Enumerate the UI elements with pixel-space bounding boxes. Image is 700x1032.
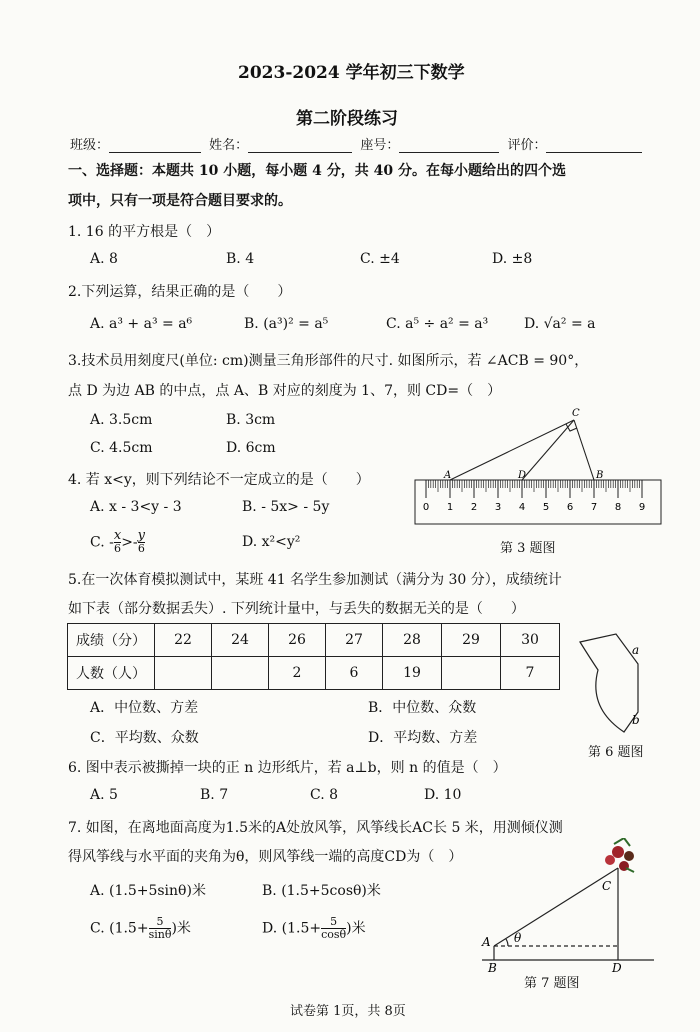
student-info-row bbox=[70, 134, 642, 153]
q7-option-d[interactable] bbox=[262, 916, 366, 941]
ruler-tick-9: 9 bbox=[638, 502, 646, 513]
q7-d-num: 5 bbox=[330, 915, 338, 928]
ruler-tick-1: 1 bbox=[446, 502, 454, 513]
q6-option-c[interactable]: C. 8 bbox=[310, 787, 339, 803]
grade-field[interactable] bbox=[546, 138, 642, 153]
q4-c-frac2 bbox=[138, 530, 145, 555]
q5-option-a[interactable]: A．中位数、方差 bbox=[90, 700, 199, 716]
table-cell: 28 bbox=[383, 624, 442, 657]
q7-c-num: 5 bbox=[156, 915, 164, 928]
q4-c-prefix: C. - bbox=[90, 534, 114, 551]
q1-stem: 1. 16 的平方根是（ ） bbox=[68, 224, 221, 240]
q5-stem-line2: 如下表（部分数据丢失）. 下列统计量中，与丢失的数据无关的是（ ） bbox=[68, 601, 525, 617]
seat-field[interactable] bbox=[399, 138, 499, 153]
q7-label-d: D bbox=[612, 961, 622, 974]
q3-option-d[interactable]: D. 6cm bbox=[226, 440, 276, 456]
table-cell: 19 bbox=[383, 657, 442, 690]
kite-icon bbox=[605, 838, 634, 872]
q6-label-b: b bbox=[632, 713, 640, 727]
q1-option-d[interactable]: D. ±8 bbox=[492, 251, 533, 267]
q7-figure-caption: 第 7 题图 bbox=[524, 976, 580, 991]
q5-option-c[interactable]: C．平均数、众数 bbox=[90, 730, 199, 746]
table-cell: 2 bbox=[269, 657, 326, 690]
seat-label: 座号： bbox=[360, 138, 400, 153]
q7-option-b[interactable]: B. (1.5+5cosθ)米 bbox=[262, 883, 381, 899]
q3-figure bbox=[410, 404, 666, 530]
section-intro-line1: 一、选择题：本题共 10 小题，每小题 4 分，共 40 分。在每小题给出的四个选 bbox=[68, 163, 566, 179]
grade-label: 评价： bbox=[507, 138, 547, 153]
q4-option-c[interactable] bbox=[90, 530, 145, 555]
table-row bbox=[68, 657, 560, 690]
q7-c-post: )米 bbox=[171, 920, 191, 937]
label-a: A bbox=[444, 470, 452, 481]
class-label: 班级： bbox=[70, 138, 110, 153]
q3-option-b[interactable]: B. 3cm bbox=[226, 412, 276, 428]
q4-option-d[interactable]: D. x²<y² bbox=[242, 534, 301, 550]
q2-stem: 2.下列运算，结果正确的是（ ） bbox=[68, 284, 292, 300]
q1-option-b[interactable]: B. 4 bbox=[226, 251, 255, 267]
q6-figure bbox=[576, 630, 656, 738]
ruler-tick-4: 4 bbox=[518, 502, 526, 513]
q7-option-c[interactable] bbox=[90, 916, 191, 941]
table-cell: 27 bbox=[326, 624, 383, 657]
q2-option-a[interactable]: A. a³ + a³ = a⁶ bbox=[90, 316, 193, 332]
q7-stem-line1: 7. 如图，在离地面高度为1.5米的A处放风筝，风筝线长AC长 5 米，用测倾仪测 bbox=[68, 820, 563, 836]
page-footer: 试卷第 1页，共 8页 bbox=[290, 1004, 406, 1019]
q7-label-theta: θ bbox=[514, 931, 522, 945]
label-b: B bbox=[596, 470, 604, 481]
q4-c-num2: y bbox=[137, 528, 146, 543]
ruler-tick-0: 0 bbox=[422, 502, 430, 513]
q6-stem: 6. 图中表示被撕掉一块的正 n 边形纸片，若 a⊥b，则 n 的值是（ ） bbox=[68, 760, 507, 776]
q7-c-frac bbox=[149, 916, 172, 941]
name-field[interactable] bbox=[248, 138, 352, 153]
q4-stem: 4. 若 x<y，则下列结论不一定成立的是（ ） bbox=[68, 472, 370, 488]
section-intro-line2: 项中，只有一项是符合题目要求的。 bbox=[68, 193, 292, 209]
q3-stem-line2: 点 D 为边 AB 的中点，点 A、B 对应的刻度为 1、7，则 CD=（ ） bbox=[68, 383, 502, 399]
ruler-tick-3: 3 bbox=[494, 502, 502, 513]
q7-c-pre: C. (1.5+ bbox=[90, 920, 149, 937]
q6-label-a: a bbox=[632, 643, 640, 657]
q7-label-c: C bbox=[602, 879, 612, 893]
q7-option-a[interactable]: A. (1.5+5sinθ)米 bbox=[90, 883, 206, 899]
table-cell: 22 bbox=[155, 624, 212, 657]
q7-d-pre: D. (1.5+ bbox=[262, 920, 322, 937]
table-cell: 29 bbox=[442, 624, 501, 657]
q6-option-d[interactable]: D. 10 bbox=[424, 787, 462, 803]
q3-option-a[interactable]: A. 3.5cm bbox=[90, 412, 153, 428]
table-cell: 7 bbox=[501, 657, 560, 690]
ruler-tick-7: 7 bbox=[590, 502, 598, 513]
q1-option-c[interactable]: C. ±4 bbox=[360, 251, 400, 267]
table-cell bbox=[212, 657, 269, 690]
q7-label-a: A bbox=[482, 935, 491, 949]
q4-option-b[interactable]: B. - 5x> - 5y bbox=[242, 499, 330, 515]
q3-stem-line1: 3.技术员用刻度尺(单位: cm)测量三角形部件的尺寸. 如图所示，若 ∠ACB = 90°， bbox=[68, 353, 589, 369]
table-cell: 24 bbox=[212, 624, 269, 657]
q7-figure bbox=[478, 838, 658, 974]
q4-c-num1: x bbox=[113, 528, 122, 543]
table-row bbox=[68, 624, 560, 657]
q7-d-den: cosθ bbox=[321, 928, 347, 941]
q3-figure-caption: 第 3 题图 bbox=[500, 541, 556, 556]
q7-d-frac bbox=[321, 916, 346, 941]
q7-label-b: B bbox=[488, 961, 497, 974]
q3-option-c[interactable]: C. 4.5cm bbox=[90, 440, 153, 456]
table-cell bbox=[442, 657, 501, 690]
q7-stem-line2: 得风筝线与水平面的夹角为θ，则风筝线一端的高度CD为（ ） bbox=[68, 849, 463, 865]
table-cell: 30 bbox=[501, 624, 560, 657]
q6-option-a[interactable]: A. 5 bbox=[90, 787, 118, 803]
page-subtitle: 第二阶段练习 bbox=[296, 109, 398, 129]
q5-stem-line1: 5.在一次体育模拟测试中，某班 41 名学生参加测试（满分为 30 分），成绩统计 bbox=[68, 572, 562, 588]
page-title: 2023-2024 学年初三下数学 bbox=[238, 63, 465, 83]
class-field[interactable] bbox=[109, 138, 201, 153]
table-header-count: 人数（人） bbox=[68, 657, 155, 690]
ruler-tick-8: 8 bbox=[614, 502, 622, 513]
q7-d-post: )米 bbox=[346, 920, 366, 937]
q1-option-a[interactable]: A. 8 bbox=[90, 251, 118, 267]
q2-option-d[interactable]: D. √a² = a bbox=[524, 316, 596, 332]
score-table bbox=[67, 623, 560, 690]
ruler-tick-5: 5 bbox=[542, 502, 550, 513]
label-c: C bbox=[572, 408, 580, 419]
q5-option-d[interactable]: D．平均数、方差 bbox=[368, 730, 478, 746]
q5-option-b[interactable]: B．中位数、众数 bbox=[368, 700, 477, 716]
name-label: 姓名： bbox=[209, 138, 249, 153]
table-header-score: 成绩（分） bbox=[68, 624, 155, 657]
ruler-tick-2: 2 bbox=[470, 502, 478, 513]
q2-option-b[interactable]: B. (a³)² = a⁵ bbox=[244, 316, 329, 332]
label-d: D bbox=[518, 470, 527, 481]
q4-c-den2: 6 bbox=[137, 542, 145, 555]
q7-c-den: sinθ bbox=[148, 928, 172, 941]
q4-c-den1: 6 bbox=[114, 542, 122, 555]
q6-option-b[interactable]: B. 7 bbox=[200, 787, 229, 803]
kite-triangle bbox=[482, 868, 654, 960]
table-cell: 26 bbox=[269, 624, 326, 657]
table-cell: 6 bbox=[326, 657, 383, 690]
q4-option-a[interactable]: A. x - 3<y - 3 bbox=[90, 499, 182, 515]
table-cell bbox=[155, 657, 212, 690]
q2-option-c[interactable]: C. a⁵ ÷ a² = a³ bbox=[386, 316, 489, 332]
q6-figure-caption: 第 6 题图 bbox=[588, 745, 644, 760]
q4-c-mid: >- bbox=[121, 534, 138, 551]
ruler-tick-6: 6 bbox=[566, 502, 574, 513]
